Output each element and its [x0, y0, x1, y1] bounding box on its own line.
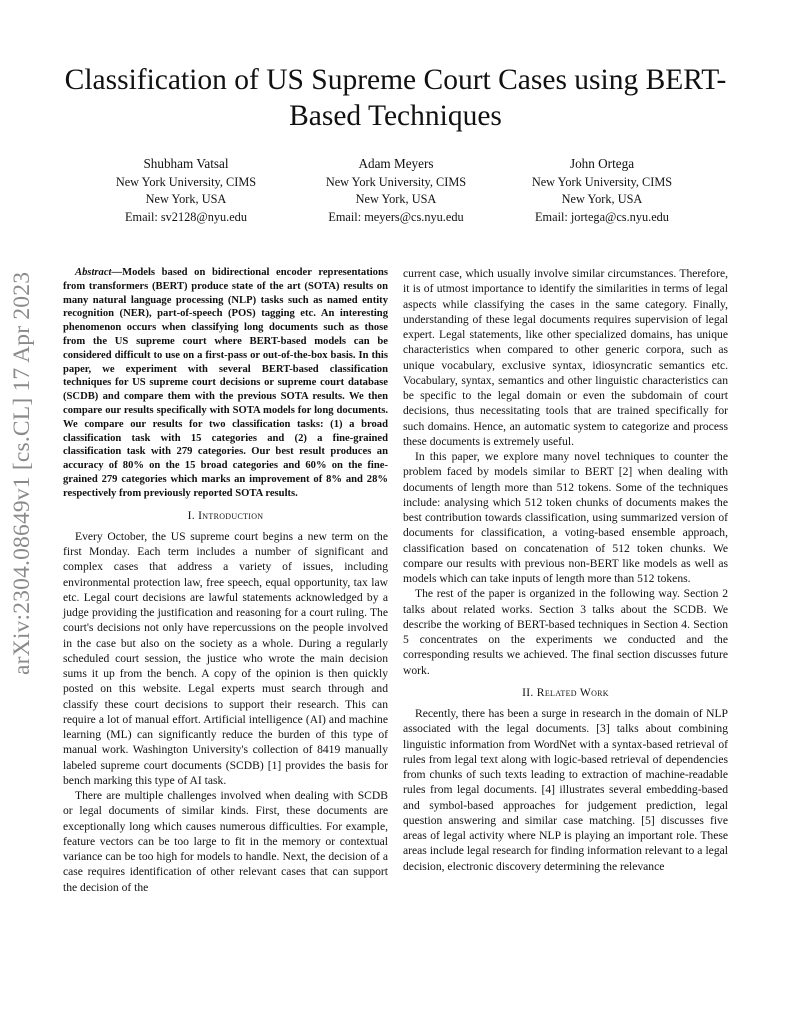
author-affiliation: New York University, CIMS: [531, 174, 673, 189]
author-affiliation: New York University, CIMS: [115, 174, 257, 189]
paragraph: In this paper, we explore many novel techniques to counter the problem faced by models similar to BERT [2] when dealing with documents of length more than 512 tokens. Some of the techniques include: analysing which 512 token chunks of documents makes the best contribution towards classification, using summarized version of documents for classification, a voting-based ensemble approach, classification based on concatenation of 512 token chunks. We compare our results with previous non-BERT like models as well as models which can take inputs of length more than 512 tokens.: [403, 450, 728, 585]
author-email: Email: jortega@cs.nyu.edu: [535, 209, 669, 224]
author-email: Email: meyers@cs.nyu.edu: [328, 209, 464, 224]
paragraph: Recently, there has been a surge in research in the domain of NLP associated with the legal documents. [3] talks about combining linguistic information from WordNet with a syntax-based retrieval of rules from legal text along with logic-based retrieval of dependencies from chunks of such texts leading to extraction of machine-readable rules from legal documents. [4] illustrates several embedding-based and symbol-based approaches for judgement prediction, legal question answering and similar case matching. [5] discusses five areas of legal activity where NLP is playing an important role. These areas include legal research for finding information relevant to a legal decision, electronic discovery determining the relevance: [403, 707, 728, 873]
paragraph: The rest of the paper is organized in the following way. Section 2 talks about related works. Section 3 talks about the SCDB. We describe the working of BERT-based techniques in Section 4. Section 5 concentrates on the experiments we conducted and the corresponding results we achieved. The final section discusses future work.: [403, 587, 728, 677]
arxiv-identifier-stamp: arXiv:2304.08649v1 [cs.CL] 17 Apr 2023: [9, 271, 35, 675]
author-location: New York, USA: [561, 192, 643, 206]
paragraph: Every October, the US supreme court begins a new term on the first Monday. Each term includes a number of significant and complex cases that address a variety of issues, including environmental protection law, free speech, equal opportunity, tax law etc. Legal court decisions are lawful statements acknowledged by a judge providing the justification and reasoning for a court ruling. The court's decisions not only have repercussions on the people involved in the case but also on the society as a whole. During a regularly scheduled court session, the justice who wrote the main decision sums it up from the bench. A copy of the opinion is then quickly posted on this website. Legal experts must search through and classify these court decisions to support their research. This can require a lot of manual effort. Artificial intelligence (AI) and machine learning (ML) can significantly reduce the burden of this type of manual work. Washington University's collection of 8419 manually labeled supreme court documents (SCDB) [1] provides the basis for bench marking this type of AI task.: [63, 529, 388, 787]
paper-title: Classification of US Supreme Court Cases using BERT-Based Techniques: [64, 64, 727, 132]
author-email: Email: sv2128@nyu.edu: [125, 209, 247, 224]
author-affiliation: New York University, CIMS: [325, 174, 467, 189]
author-name: Shubham Vatsal: [143, 156, 229, 171]
author-2: [286, 155, 506, 226]
author-location: New York, USA: [145, 192, 227, 206]
author-name: John Ortega: [569, 156, 635, 171]
author-3: [492, 155, 712, 226]
right-column: [403, 266, 728, 874]
section-heading-related-work: II. Related Work: [522, 685, 609, 699]
section-heading-introduction: I. Introduction: [187, 508, 264, 522]
paragraph: current case, which usually involve similar circumstances. Therefore, it is of utmost importance to identify the similarities in terms of legal aspects while classifying the cases in the same category. Finally, understanding of these legal documents requires supervision of legal expert. Legal statements, like other specialized domains, has unique characteristics when compared to other generic corpora, such as unique vocabulary, exclusive syntax, idiosyncratic semantics etc. Vocabulary, syntax, semantics and other linguistic characteristics can be specific to the legal domain or even the subdomain of court decisions, thus necessitating tools that are trained specifically for such domains. Hence, an automatic system to categorize and process these documents is extremely useful.: [403, 267, 728, 448]
abstract: [63, 266, 388, 501]
abstract-text: —Models based on bidirectional encoder representations from transformers (BERT) produce state of the art (SOTA) results on many natural language processing (NLP) tasks such as named entity recognition (NER), part-of-speech (POS) tagging etc. An interesting phenomenon occurs when classifying long documents such as those from the US supreme court where BERT-based models can be considered difficult to use on a first-pass or out-of-the-box basis. In this paper, we experiment with several BERT-based classification techniques for US supreme court decisions or supreme court database (SCDB) and compare them with the previous SOTA results. We then compare our results specifically with SOTA models for long documents. We compare our results for two classification tasks: (1) a broad classification task with 15 categories and (2) a fine-grained classification task with 279 categories. Our best result produces an accuracy of 80% on the 15 broad categories and 60% on the fine-grained 279 categories which marks an improvement of 8% and 28% respectively from previously reported SOTA results.: [63, 267, 388, 499]
author-1: [76, 155, 296, 226]
author-name: Adam Meyers: [358, 156, 434, 171]
abstract-label: Abstract: [75, 267, 112, 278]
paragraph: There are multiple challenges involved when dealing with SCDB or legal documents of similar kinds. First, these documents are exceptionally long which causes numerous difficulties. For example, feature vectors can be too large to fit in the memory or contextual variance can be too high for models to handle. Next, the decision of a case requires identification of other relevant cases that can support the decision of the: [63, 789, 388, 894]
author-location: New York, USA: [355, 192, 437, 206]
left-column: [63, 266, 388, 895]
